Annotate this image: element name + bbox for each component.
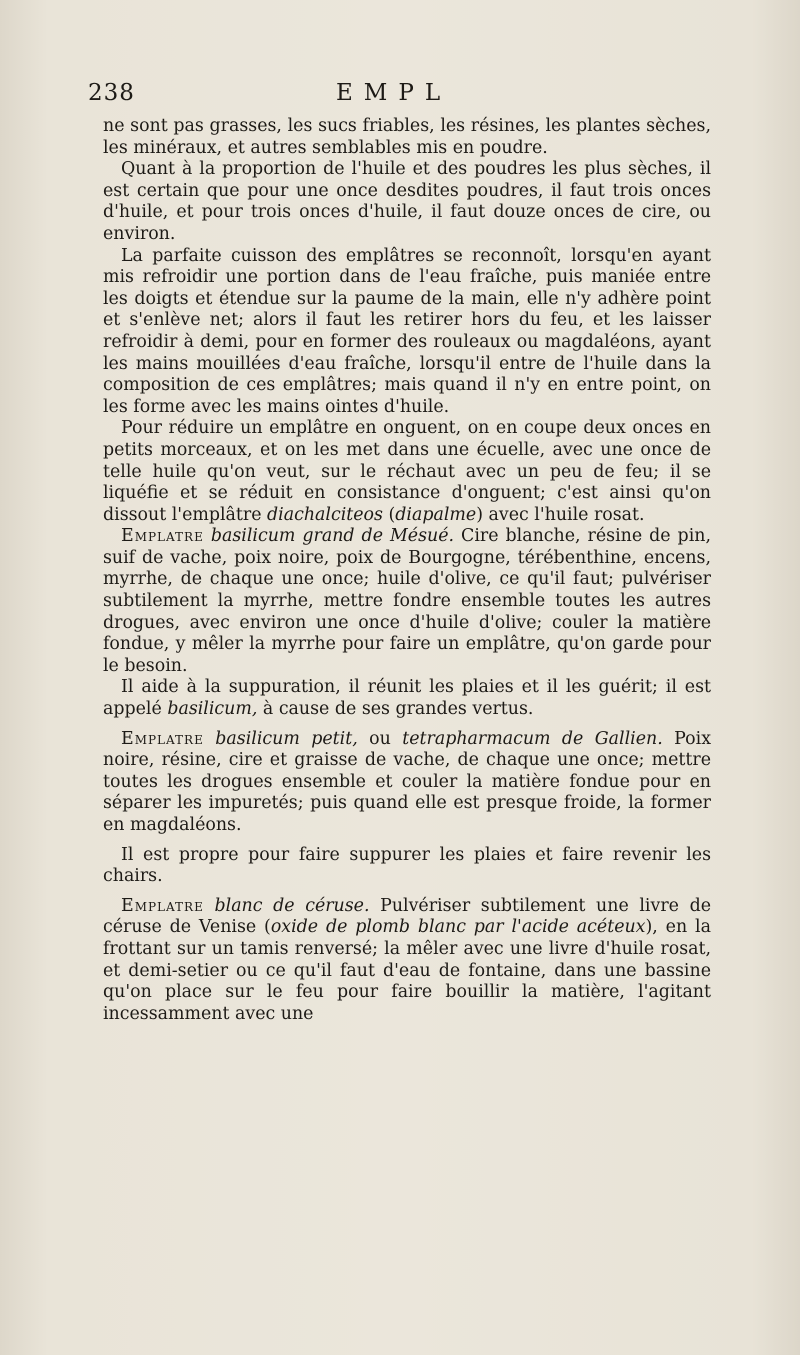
- italic-term: tetrapharmacum de Gallien.: [402, 728, 663, 749]
- body-text: [103, 116, 711, 1025]
- paragraph-text: ), en la frottant sur un tamis renversé; la mêler avec une livre d'huile rosat, et demi-setier ou ce qu'il faut d'eau de fontaine, dans une bassine qu'on place sur le feu pour faire bouillir la matière, l'agitant incessamment avec une: [103, 917, 711, 1024]
- entry-paragraph: [103, 526, 711, 677]
- entry-head: Emplatre: [121, 728, 204, 749]
- page-number: 238: [88, 80, 135, 106]
- italic-term: basilicum,: [167, 699, 258, 720]
- paragraph-text: ou: [357, 728, 403, 749]
- paragraph-text: ) avec l'huile rosat.: [476, 504, 645, 525]
- entry-paragraph: [103, 729, 711, 837]
- italic-term: oxide de plomb blanc par l'acide acéteux: [270, 917, 646, 938]
- paragraph: [103, 418, 711, 526]
- italic-term: diachalciteos: [267, 504, 383, 525]
- paragraph: Il est propre pour faire suppurer les plaies et faire revenir les chairs.: [103, 844, 711, 887]
- entry-head: Emplatre: [121, 895, 204, 916]
- paragraph-text: Poix noire, résine, cire et graisse de vache, de chaque une once; mettre toutes les drogues ensemble et couler la matière fondue pour en séparer les impuretés; puis quand elle est presque froide, la former en magdaléons.: [103, 728, 712, 835]
- entry-head: Emplatre: [121, 526, 204, 547]
- paragraph: Quant à la proportion de l'huile et des poudres les plus sèches, il est certain que pour une once desdites poudres, il faut trois onces d'huile, et pour trois onces d'huile, il faut douze onces de cire, ou environ.: [103, 159, 711, 244]
- running-head: EMPL: [336, 80, 452, 106]
- paragraph-text: Pour réduire un emplâtre en onguent, on en coupe deux onces en petits morceaux, et on les met dans une écuelle, avec une once de telle huile qu'on veut, sur le réchaut avec un peu de feu; il se liquéfie et se réduit en consistance d'onguent; c'est ainsi qu'on dissout l'emplâtre: [103, 418, 711, 525]
- entry-paragraph: [103, 896, 711, 1026]
- paragraph: La parfaite cuisson des emplâtres se reconnoît, lorsqu'en ayant mis refroidir une portion dans de l'eau fraîche, puis maniée entre les doigts et étendue sur la paume de la main, elle n'y adhère point et s'enlève net; alors il faut les retirer hors du feu, et les laisser refroidir à demi, pour en former des rouleaux ou magdaléons, ayant les mains mouillées d'eau fraîche, lorsqu'il entre de l'huile dans la composition de ces emplâtres; mais quand il n'y en entre point, on les forme avec les mains ointes d'huile.: [103, 245, 711, 417]
- entry-title: basilicum grand de Mésué.: [210, 526, 455, 547]
- paragraph: ne sont pas grasses, les sucs friables, les résines, les plantes sèches, les minéraux, et autres semblables mis en poudre.: [103, 116, 711, 158]
- paragraph-text: (: [382, 504, 396, 525]
- page-header: [88, 80, 708, 116]
- paragraph-text: à cause de ses grandes vertus.: [257, 699, 534, 720]
- paragraph-text: Pulvériser subtilement une livre de céruse de Venise (: [103, 895, 711, 938]
- paragraph-text: Cire blanche, résine de pin, suif de vache, poix noire, poix de Bourgogne, térébenthine, encens, myrrhe, de chaque une once; huile d'olive, ce qu'il faut; pulvériser subtilement la myrrhe, mettre fondre ensemble toutes les autres drogues, avec environ une once d'huile d'olive; couler la matière fondue, y mêler la myrrhe pour faire un emplâtre, qu'on garde pour le besoin.: [103, 526, 711, 676]
- italic-term: diapalme: [395, 504, 477, 525]
- entry-title: blanc de céruse.: [214, 895, 370, 916]
- paragraph: [103, 677, 711, 720]
- entry-title: basilicum petit,: [215, 728, 358, 749]
- paragraph-text: Il aide à la suppuration, il réunit les plaies et il les guérit; il est appelé: [103, 677, 711, 720]
